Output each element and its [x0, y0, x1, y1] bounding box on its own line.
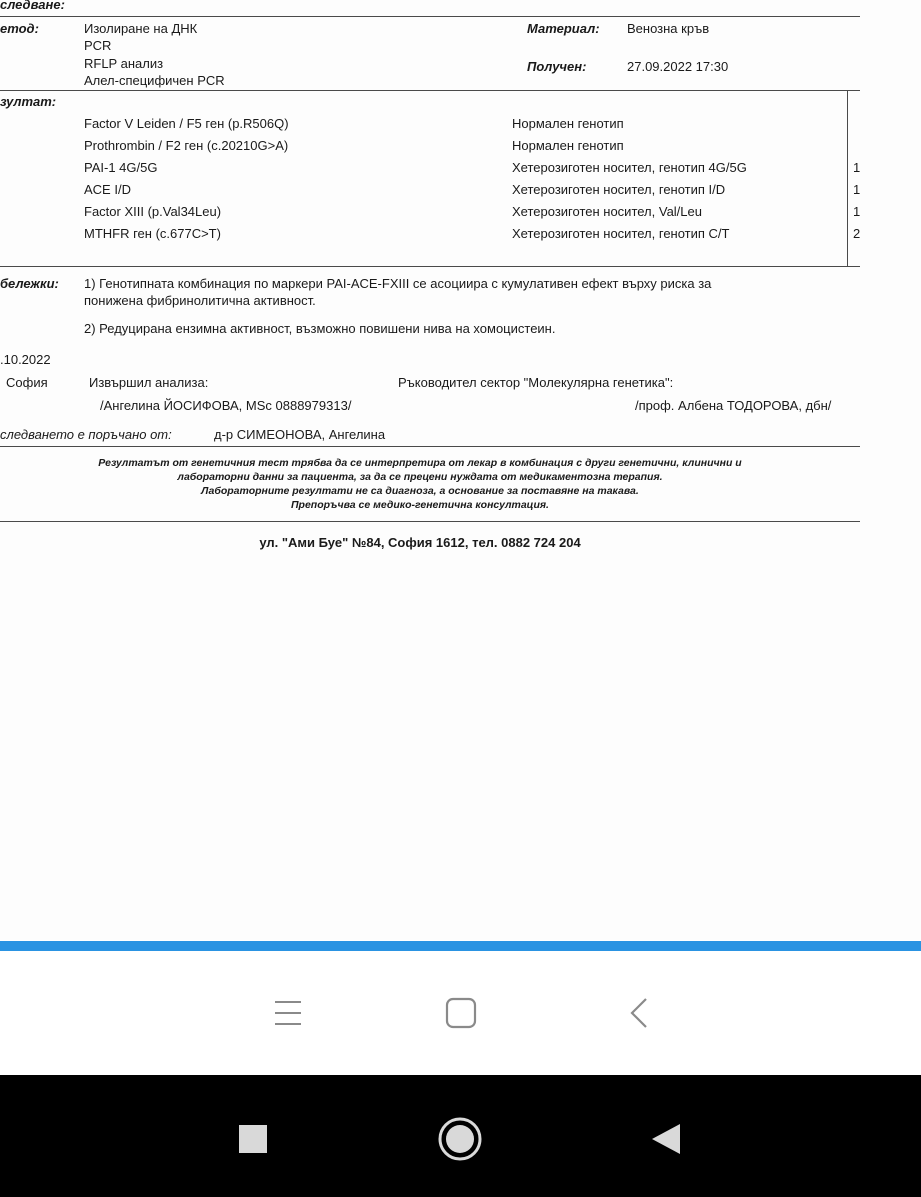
recents-square-icon	[238, 1124, 268, 1154]
table-border	[847, 90, 848, 266]
back-chevron-icon	[622, 995, 658, 1031]
method-item: Алел-специфичен PCR	[84, 73, 225, 88]
result-test-name: Prothrombin / F2 ген (c.20210G>A)	[84, 138, 289, 153]
home-button[interactable]	[443, 995, 479, 1031]
ordered-by: д-р СИМЕОНОВА, Ангелина	[214, 427, 386, 442]
result-label: зултат:	[0, 94, 57, 109]
menu-icon	[270, 995, 306, 1031]
result-test-name: Factor V Leiden / F5 ген (p.R506Q)	[84, 116, 289, 131]
home-square-icon	[443, 995, 479, 1031]
note-2: 2) Редуцирана ензимна активност, възможно повишени нива на хомоцистеин.	[84, 321, 556, 336]
result-value: Хетерозиготен носител, Val/Leu	[512, 204, 702, 219]
material-label: Материал:	[527, 21, 600, 36]
received-label: Получен:	[527, 59, 587, 74]
performed-label: Извършил анализа:	[89, 375, 209, 390]
back-button[interactable]	[622, 995, 658, 1031]
result-extra: 1	[853, 182, 861, 197]
report-date: .10.2022	[0, 352, 51, 367]
material-value: Венозна кръв	[627, 21, 710, 36]
method-item: PCR	[84, 38, 112, 53]
result-test-name: MTHFR ген (c.677C>T)	[84, 226, 221, 241]
method-label: етод:	[0, 21, 39, 36]
menu-button[interactable]	[270, 995, 306, 1031]
report-city: София	[6, 375, 48, 390]
disclaimer-line: лабораторни данни за пациента, за да се прецени нуждата от медикаментозна терапия.	[177, 471, 663, 483]
divider	[0, 446, 860, 447]
method-item: Изолиране на ДНК	[84, 21, 198, 36]
head-name: /проф. Албена ТОДОРОВА, дбн/	[635, 398, 832, 413]
disclaimer-line: Лабораторните резултати не са диагноза, а основание за поставяне на такава.	[201, 485, 639, 497]
accent-bar	[0, 941, 921, 951]
system-navigation-bar	[0, 1075, 921, 1197]
back-triangle-icon	[650, 1123, 682, 1155]
method-item: RFLP анализ	[84, 56, 164, 71]
result-test-name: Factor XIII (p.Val34Leu)	[84, 204, 222, 219]
performer-name: /Ангелина ЙОСИФОВА, MSc 0888979313/	[100, 398, 352, 413]
result-value: Хетерозиготен носител, генотип I/D	[512, 182, 726, 197]
result-value: Нормален генотип	[512, 116, 624, 131]
recents-button[interactable]	[238, 1124, 268, 1154]
disclaimer-line: Резултатът от генетичния тест трябва да се интерпретира от лекар в комбинация с други генетични, клинични и	[98, 457, 742, 469]
result-extra: 2	[853, 226, 861, 241]
result-value: Хетерозиготен носител, генотип 4G/5G	[512, 160, 747, 175]
divider	[0, 16, 860, 17]
result-value: Хетерозиготен носител, генотип C/T	[512, 226, 730, 241]
received-value: 27.09.2022 17:30	[627, 59, 729, 74]
result-extra: 1	[853, 160, 861, 175]
divider	[0, 266, 860, 267]
result-test-name: PAI-1 4G/5G	[84, 160, 158, 175]
head-label: Ръководител сектор "Молекулярна генетика":	[398, 375, 674, 390]
system-back-button[interactable]	[650, 1123, 682, 1155]
app-navigation-bar	[0, 951, 921, 1075]
home-circle-icon	[437, 1116, 483, 1162]
note-1-line-2: понижена фибринолитична активност.	[84, 293, 316, 308]
notes-label: бележки:	[0, 276, 59, 291]
disclaimer-line: Препоръчва се медико-генетична консултация.	[291, 499, 549, 511]
result-test-name: ACE I/D	[84, 182, 131, 197]
result-value: Нормален генотип	[512, 138, 624, 153]
ordered-label: следването е поръчано от:	[0, 427, 172, 442]
footer-address: ул. "Ами Буе" №84, София 1612, тел. 0882 724 204	[259, 535, 581, 550]
divider	[0, 90, 860, 91]
result-extra: 1	[853, 204, 861, 219]
note-1-line-1: 1) Генотипната комбинация по маркери PAI-ACE-FXIII се асоциира с кумулативен ефект върху риска за	[84, 276, 712, 291]
section-heading-cut: следване:	[0, 0, 65, 12]
divider	[0, 521, 860, 522]
system-home-button[interactable]	[437, 1116, 483, 1162]
